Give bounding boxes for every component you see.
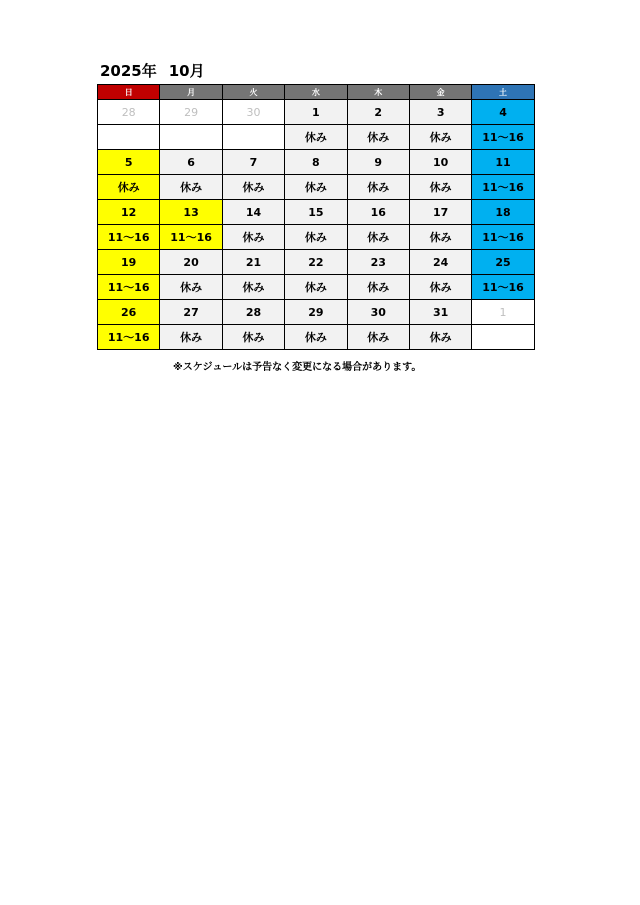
- hours-row: [98, 225, 535, 250]
- date-cell: 28: [98, 100, 160, 125]
- hours-cell: 休み: [409, 275, 471, 300]
- hours-cell: 休み: [285, 275, 347, 300]
- hours-cell: [98, 125, 160, 150]
- hours-cell: 11～16: [472, 175, 534, 200]
- date-cell: 5: [98, 150, 160, 175]
- hours-cell: 休み: [222, 325, 284, 350]
- date-cell: 7: [222, 150, 284, 175]
- hours-cell: 休み: [285, 325, 347, 350]
- hours-cell: 11～16: [472, 125, 534, 150]
- date-row: [98, 150, 535, 175]
- hours-cell: 休み: [347, 225, 409, 250]
- weekday-saturday: 土: [472, 85, 534, 100]
- date-cell: 15: [285, 200, 347, 225]
- date-cell: 26: [98, 300, 160, 325]
- hours-cell: 11～16: [472, 225, 534, 250]
- date-cell: 27: [160, 300, 222, 325]
- date-cell: 1: [472, 300, 534, 325]
- date-cell: 20: [160, 250, 222, 275]
- schedule-calendar: [97, 84, 535, 350]
- date-cell: 24: [409, 250, 471, 275]
- hours-cell: 休み: [160, 275, 222, 300]
- date-cell: 13: [160, 200, 222, 225]
- date-cell: 28: [222, 300, 284, 325]
- hours-cell: 11～16: [98, 225, 160, 250]
- hours-cell: [472, 325, 534, 350]
- title-month: 10月: [168, 62, 205, 80]
- weekday-thursday: 木: [347, 85, 409, 100]
- hours-cell: [160, 125, 222, 150]
- date-cell: 25: [472, 250, 534, 275]
- hours-cell: 休み: [222, 225, 284, 250]
- schedule-note: ※スケジュールは予告なく変更になる場合があります。: [173, 362, 422, 373]
- date-cell: 3: [409, 100, 471, 125]
- hours-cell: 休み: [347, 175, 409, 200]
- date-row: [98, 250, 535, 275]
- hours-cell: 休み: [222, 275, 284, 300]
- hours-row: [98, 175, 535, 200]
- weekday-sunday: 日: [98, 85, 160, 100]
- date-cell: 4: [472, 100, 534, 125]
- date-cell: 9: [347, 150, 409, 175]
- hours-cell: 休み: [160, 325, 222, 350]
- date-cell: 29: [160, 100, 222, 125]
- hours-cell: 休み: [347, 275, 409, 300]
- hours-row: [98, 125, 535, 150]
- hours-cell: 休み: [160, 175, 222, 200]
- hours-cell: 休み: [409, 125, 471, 150]
- hours-cell: 休み: [347, 125, 409, 150]
- hours-cell: 休み: [285, 175, 347, 200]
- hours-row: [98, 275, 535, 300]
- date-cell: 31: [409, 300, 471, 325]
- hours-cell: 11～16: [160, 225, 222, 250]
- hours-row: [98, 325, 535, 350]
- date-cell: 30: [347, 300, 409, 325]
- date-cell: 11: [472, 150, 534, 175]
- hours-cell: 11～16: [98, 275, 160, 300]
- hours-cell: 休み: [409, 175, 471, 200]
- date-cell: 1: [285, 100, 347, 125]
- hours-cell: 休み: [285, 125, 347, 150]
- date-cell: 2: [347, 100, 409, 125]
- date-row: [98, 300, 535, 325]
- weekday-wednesday: 水: [285, 85, 347, 100]
- date-cell: 6: [160, 150, 222, 175]
- weekday-tuesday: 火: [222, 85, 284, 100]
- hours-cell: 休み: [285, 225, 347, 250]
- hours-cell: 11～16: [98, 325, 160, 350]
- date-cell: 8: [285, 150, 347, 175]
- date-cell: 19: [98, 250, 160, 275]
- date-row: [98, 200, 535, 225]
- title-year: 2025年: [100, 62, 157, 80]
- date-cell: 30: [222, 100, 284, 125]
- date-row: [98, 100, 535, 125]
- calendar-title: [100, 60, 205, 81]
- hours-cell: 休み: [98, 175, 160, 200]
- weekday-monday: 月: [160, 85, 222, 100]
- hours-cell: [222, 125, 284, 150]
- hours-cell: 休み: [347, 325, 409, 350]
- weekday-header-row: [98, 85, 535, 100]
- date-cell: 17: [409, 200, 471, 225]
- date-cell: 21: [222, 250, 284, 275]
- hours-cell: 11～16: [472, 275, 534, 300]
- hours-cell: 休み: [409, 225, 471, 250]
- date-cell: 16: [347, 200, 409, 225]
- date-cell: 29: [285, 300, 347, 325]
- date-cell: 14: [222, 200, 284, 225]
- date-cell: 22: [285, 250, 347, 275]
- date-cell: 12: [98, 200, 160, 225]
- weekday-friday: 金: [409, 85, 471, 100]
- hours-cell: 休み: [222, 175, 284, 200]
- date-cell: 10: [409, 150, 471, 175]
- date-cell: 18: [472, 200, 534, 225]
- hours-cell: 休み: [409, 325, 471, 350]
- date-cell: 23: [347, 250, 409, 275]
